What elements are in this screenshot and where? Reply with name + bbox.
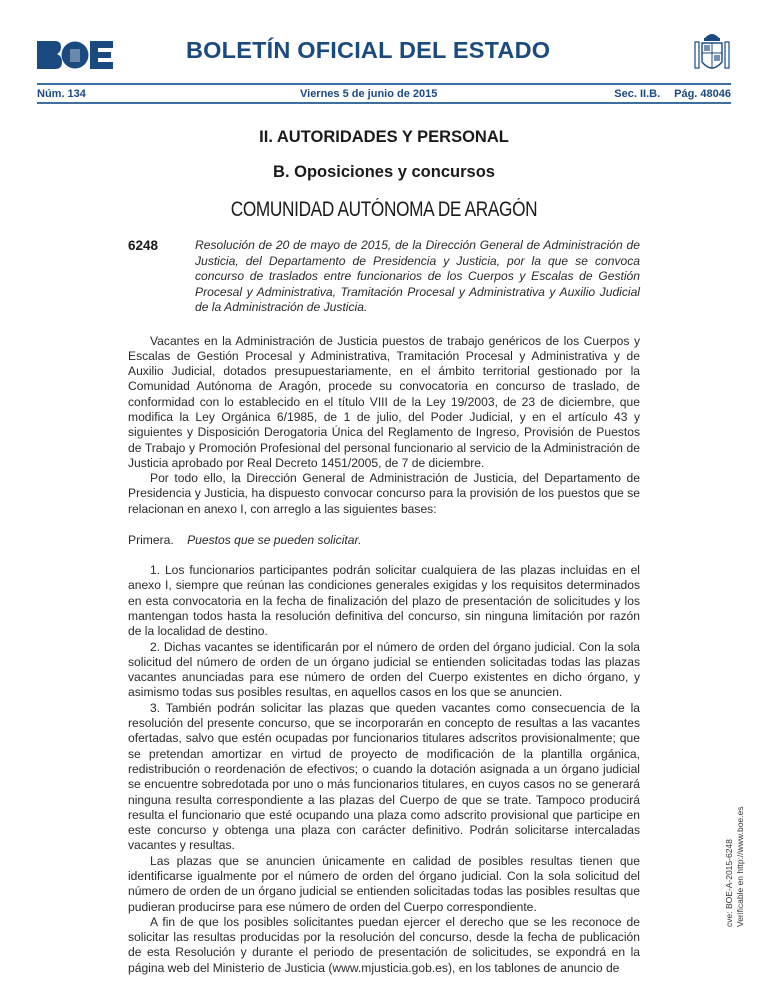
- cve-code: cve: BOE-A-2015-6248: [724, 839, 734, 927]
- body-paragraph: A fin de que los posibles solicitantes puedan ejercer el derecho que se les reconoce de solicitar las resultas producidas por la resolución del concurso, desde la fecha de publicación de esta Resolución y durante el periodo de presentación de solicitudes, se expondrá en la página web del Ministerio de Justicia (www.mjusticia.gob.es), en los tablones de anuncio de: [128, 914, 640, 975]
- base-label: Primera.: [128, 533, 174, 548]
- preamble-paragraph: Vacantes en la Administración de Justicia puestos de trabajo genéricos de los Cuerpos y Escalas de Gestión Procesal y Administrativa, Tramitación Procesal y Administrativa y de Auxilio Judicial, dotados presupuestariamente, en el ámbito territorial gestionado por la Comunidad Autónoma de Aragón, procede su convocatoria en concurso de traslado, de conformidad con lo establecido en el título VIII de la Ley 19/2003, de 23 de diciembre, que modifica la Ley Orgánica 6/1985, de 1 de julio, del Poder Judicial, y en el artículo 43 y siguientes y Disposición Derogatoria Única del Reglamento de Ingreso, Provisión de Puestos de Trabajo y Promoción Profesional del personal funcionario al servicio de la Administración de Justicia aprobado por Real Decreto 1451/2005, de 7 de diciembre.: [128, 333, 640, 470]
- verification-sidebar: [724, 807, 745, 928]
- community-heading: COMUNIDAD AUTÓNOMA DE ARAGÓN: [230, 198, 538, 221]
- body-paragraph: 1. Los funcionarios participantes podrán solicitar cualquiera de las plazas incluidas en el anexo I, siempre que reúnan las condiciones generales exigidas y los requisitos determinados en esta convocatoria en la fecha de finalización del plazo de presentación de solicitudes y los mantengan todos hasta la resolución definitiva del concurso, sin ninguna limitación por razón de la localidad de destino.: [128, 563, 640, 639]
- verification-link[interactable]: Verificable en http://www.boe.es: [734, 806, 745, 927]
- issue-meta-bar: [37, 83, 731, 104]
- document-content: [128, 106, 640, 976]
- page-header: [0, 0, 768, 106]
- body-paragraph: 3. También podrán solicitar las plazas que queden vacantes como consecuencia de la resolución del presente concurso, que se incorporarán en concepto de resultas a las vacantes ofertadas, salvo que estén ocupadas por funcionarios titulares adscritos provisionalmente; que se pretendan amortizar en virtud de proyecto de modificación de la plantilla orgánica, redistribución o reordenación de efectivos; o cuando la dotación asignada a un órgano judicial se encuentre sobredotada por uno o más funcionarios titulares, en cuyos casos no se generará ninguna resulta correspondiente a las plazas del Cuerpo de que se trate. Tampoco producirá resulta el funcionario que esté ocupando una plaza como adscrito provisional que participe en este concurso y obtenga una plaza con carácter definitivo. Podrán solicitarse intercaladas vacantes y resultas.: [128, 700, 640, 853]
- preamble: [128, 334, 640, 518]
- subsection-heading: B. Oposiciones y concursos: [273, 163, 495, 181]
- body-paragraph: Las plazas que se anuncien únicamente en calidad de posibles resultas tienen que identificarse igualmente por el número de orden del órgano judicial. Con la sola solicitud del número de orden de un órgano judicial se entienden solicitadas todas las posibles resultas que pudieran producirse para ese número de orden del Cuerpo correspondiente.: [128, 853, 640, 914]
- preamble-paragraph: Por todo ello, la Dirección General de Administración de Justicia, del Departamento de Presidencia y Justicia, ha dispuesto convocar concurso para la provisión de los puestos que se relacionan en anexo I, con arreglo a las siguientes bases:: [128, 471, 640, 516]
- document-heading: [128, 238, 640, 316]
- body-paragraph: 2. Dichas vacantes se identificarán por el número de orden del órgano judicial. Con la sola solicitud del número de orden de un órgano judicial se entienden solicitadas todas las plazas vacantes anunciadas para ese número de orden del Cuerpo existentes en dicho órgano, y asimismo todas sus posibles resultas, en aquellos casos en los que se anuncien.: [128, 639, 640, 700]
- issue-number: Núm. 134: [37, 87, 86, 100]
- section-heading: II. AUTORIDADES Y PERSONAL: [259, 128, 509, 146]
- coat-of-arms-icon: [693, 30, 731, 76]
- publication-title: BOLETÍN OFICIAL DEL ESTADO: [186, 37, 551, 63]
- section-code: Sec. II.B.: [614, 87, 661, 100]
- issue-date: Viernes 5 de junio de 2015: [300, 87, 438, 100]
- base-heading: [128, 533, 640, 547]
- base-title: Puestos que se pueden solicitar.: [187, 533, 362, 548]
- document-number: 6248: [128, 238, 159, 253]
- document-title: Resolución de 20 de mayo de 2015, de la Dirección General de Administración de Justicia, del Departamento de Presidencia y Justicia, por la que se convoca concurso de traslados entre funcionarios de los Cuerpos y Escalas de Gestión Procesal y Administrativa, Tramitación Procesal y Administrativa y Auxilio Judicial de la Administración de Justicia.: [195, 238, 640, 314]
- page-number: Pág. 48046: [674, 87, 731, 100]
- boe-logo: [37, 41, 113, 69]
- base-body: [128, 563, 640, 976]
